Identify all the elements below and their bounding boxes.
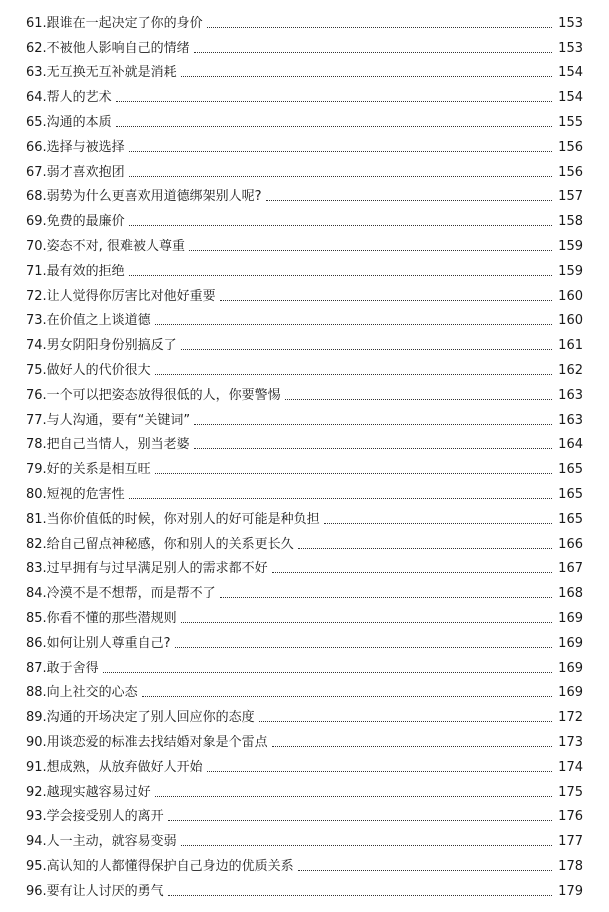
toc-entry[interactable] — [26, 304, 583, 329]
toc-entry[interactable] — [26, 204, 583, 229]
toc-entry[interactable] — [26, 80, 583, 105]
toc-entry-page-number: 166 — [558, 536, 583, 552]
toc-entry-page-number: 174 — [558, 759, 583, 775]
toc-entry-page-number: 164 — [558, 437, 583, 453]
toc-entry[interactable] — [26, 180, 583, 205]
toc-entry-title: 69.免费的最廉价 — [26, 214, 125, 230]
toc-entry[interactable] — [26, 378, 583, 403]
dot-leader — [181, 845, 552, 846]
dot-leader — [189, 250, 552, 251]
toc-entry-page-number: 153 — [558, 15, 583, 31]
toc-entry[interactable] — [26, 849, 583, 874]
dot-leader — [181, 76, 552, 77]
toc-entry[interactable] — [26, 31, 583, 56]
toc-entry-page-number: 179 — [558, 883, 583, 899]
toc-entry[interactable] — [26, 56, 583, 81]
toc-entry-title: 88.向上社交的心态 — [26, 685, 138, 701]
toc-entry-title: 74.男女阴阳身份别搞反了 — [26, 338, 177, 354]
toc-entry-page-number: 161 — [558, 338, 583, 354]
toc-entry-page-number: 156 — [558, 139, 583, 155]
toc-entry-title: 79.好的关系是相互旺 — [26, 462, 151, 478]
dot-leader — [181, 349, 552, 350]
toc-entry-page-number: 173 — [558, 734, 583, 750]
toc-entry[interactable] — [26, 800, 583, 825]
dot-leader — [266, 200, 553, 201]
toc-entry[interactable] — [26, 6, 583, 31]
dot-leader — [272, 746, 552, 747]
toc-entry-title: 63.无互换无互补就是消耗 — [26, 65, 177, 81]
toc-entry-page-number: 169 — [558, 685, 583, 701]
toc-entry[interactable] — [26, 130, 583, 155]
toc-entry[interactable] — [26, 353, 583, 378]
toc-entry-page-number: 176 — [558, 809, 583, 825]
toc-entry-page-number: 177 — [558, 834, 583, 850]
toc-entry[interactable] — [26, 725, 583, 750]
dot-leader — [207, 771, 552, 772]
toc-entry[interactable] — [26, 229, 583, 254]
toc-entry[interactable] — [26, 254, 583, 279]
toc-entry-title: 64.帮人的艺术 — [26, 90, 112, 106]
toc-entry-title: 87.敢于舍得 — [26, 660, 99, 676]
dot-leader — [175, 647, 553, 648]
dot-leader — [103, 672, 552, 673]
toc-entry[interactable] — [26, 775, 583, 800]
dot-leader — [116, 101, 552, 102]
dot-leader — [220, 597, 552, 598]
toc-entry[interactable] — [26, 874, 583, 899]
toc-entry[interactable] — [26, 676, 583, 701]
toc-entry[interactable] — [26, 403, 583, 428]
toc-entry[interactable] — [26, 527, 583, 552]
toc-entry[interactable] — [26, 428, 583, 453]
toc-entry-page-number: 165 — [558, 462, 583, 478]
toc-entry[interactable] — [26, 552, 583, 577]
toc-entry[interactable] — [26, 452, 583, 477]
toc-entry-page-number: 163 — [558, 387, 583, 403]
toc-entry-title: 92.越现实越容易过好 — [26, 784, 151, 800]
dot-leader — [129, 151, 552, 152]
toc-entry-title: 84.冷漠不是不想帮，而是帮不了 — [26, 586, 216, 602]
toc-entry-title: 80.短视的危害性 — [26, 486, 125, 502]
toc-entry-page-number: 153 — [558, 40, 583, 56]
toc-entry-title: 75.做好人的代价很大 — [26, 362, 151, 378]
toc-entry-title: 90.用谈恋爱的标准去找结婚对象是个雷点 — [26, 734, 268, 750]
toc-entry-page-number: 158 — [558, 214, 583, 230]
toc-entry-title: 82.给自己留点神秘感，你和别人的关系更长久 — [26, 536, 294, 552]
toc-entry-title: 85.你看不懂的那些潜规则 — [26, 610, 177, 626]
toc-entry-title: 65.沟通的本质 — [26, 114, 112, 130]
dot-leader — [155, 473, 552, 474]
toc-entry-title: 61.跟谁在一起决定了你的身价 — [26, 15, 203, 31]
toc-entry-title: 71.最有效的拒绝 — [26, 263, 125, 279]
toc-entry-page-number: 160 — [558, 288, 583, 304]
toc-entry[interactable] — [26, 651, 583, 676]
dot-leader — [168, 820, 552, 821]
toc-entry-page-number: 165 — [558, 486, 583, 502]
toc-entry-title: 94.人一主动，就容易变弱 — [26, 834, 177, 850]
toc-entry-title: 95.高认知的人都懂得保护自己身边的优质关系 — [26, 858, 294, 874]
toc-entry[interactable] — [26, 750, 583, 775]
toc-entry-title: 96.要有让人讨厌的勇气 — [26, 883, 164, 899]
toc-entry-page-number: 162 — [558, 362, 583, 378]
toc-entry-title: 86.如何让别人尊重自己? — [26, 635, 171, 651]
toc-entry-title: 66.选择与被选择 — [26, 139, 125, 155]
toc-entry[interactable] — [26, 279, 583, 304]
toc-entry[interactable] — [26, 824, 583, 849]
dot-leader — [168, 895, 552, 896]
toc-entry-page-number: 169 — [558, 635, 583, 651]
dot-leader — [142, 696, 552, 697]
toc-entry-title: 93.学会接受别人的离开 — [26, 809, 164, 825]
toc-entry-page-number: 175 — [558, 784, 583, 800]
toc-entry-title: 70.姿态不对, 很难被人尊重 — [26, 238, 185, 254]
dot-leader — [129, 225, 552, 226]
dot-leader — [129, 498, 552, 499]
dot-leader — [298, 548, 552, 549]
toc-entry-page-number: 168 — [558, 586, 583, 602]
toc-entry-title: 67.弱才喜欢抱团 — [26, 164, 125, 180]
toc-entry-page-number: 169 — [558, 660, 583, 676]
dot-leader — [220, 300, 552, 301]
toc-entry-title: 76.一个可以把姿态放得很低的人，你要警惕 — [26, 387, 281, 403]
toc-entry-page-number: 155 — [558, 114, 583, 130]
toc-entry-page-number: 163 — [558, 412, 583, 428]
toc-entry-title: 77.与人沟通，要有“关键词” — [26, 412, 191, 428]
toc-entry-page-number: 167 — [558, 561, 583, 577]
toc-entry-title: 68.弱势为什么更喜欢用道德绑架别人呢? — [26, 189, 262, 205]
dot-leader — [324, 523, 552, 524]
toc-entry-page-number: 160 — [558, 313, 583, 329]
dot-leader — [298, 870, 552, 871]
toc-entry-title: 72.让人觉得你厉害比对他好重要 — [26, 288, 216, 304]
dot-leader — [207, 27, 552, 28]
toc-entry-page-number: 154 — [558, 65, 583, 81]
toc-entry-page-number: 154 — [558, 90, 583, 106]
toc-entry-page-number: 165 — [558, 511, 583, 527]
toc-entry[interactable] — [26, 700, 583, 725]
dot-leader — [129, 176, 552, 177]
dot-leader — [259, 721, 552, 722]
dot-leader — [272, 572, 552, 573]
toc-entry-page-number: 157 — [558, 189, 583, 205]
toc-entry[interactable] — [26, 477, 583, 502]
toc-entry-page-number: 178 — [558, 858, 583, 874]
toc-entry-page-number: 156 — [558, 164, 583, 180]
toc-entry[interactable] — [26, 626, 583, 651]
toc-entry-page-number: 159 — [558, 263, 583, 279]
toc-entry-title: 89.沟通的开场决定了别人回应你的态度 — [26, 710, 255, 726]
dot-leader — [194, 448, 552, 449]
toc-entry-title: 83.过早拥有与过早满足别人的需求都不好 — [26, 561, 268, 577]
dot-leader — [116, 126, 552, 127]
toc-entry[interactable] — [26, 155, 583, 180]
toc-entry[interactable] — [26, 328, 583, 353]
toc-entry[interactable] — [26, 105, 583, 130]
toc-entry-page-number: 169 — [558, 610, 583, 626]
toc-entry-title: 78.把自己当情人，别当老婆 — [26, 437, 190, 453]
toc-entry-title: 91.想成熟，从放弃做好人开始 — [26, 759, 203, 775]
toc-entry[interactable] — [26, 576, 583, 601]
dot-leader — [155, 796, 552, 797]
dot-leader — [194, 424, 552, 425]
dot-leader — [181, 622, 552, 623]
toc-entry[interactable] — [26, 601, 583, 626]
toc-entry[interactable] — [26, 502, 583, 527]
toc-entry-page-number: 172 — [558, 710, 583, 726]
toc-entry-title: 62.不被他人影响自己的情绪 — [26, 40, 190, 56]
toc-entry-title: 81.当你价值低的时候，你对别人的好可能是种负担 — [26, 511, 320, 527]
toc-entry-title: 73.在价值之上谈道德 — [26, 313, 151, 329]
toc-entry-page-number: 159 — [558, 238, 583, 254]
dot-leader — [194, 52, 552, 53]
dot-leader — [155, 324, 552, 325]
dot-leader — [285, 399, 552, 400]
dot-leader — [129, 275, 552, 276]
dot-leader — [155, 374, 552, 375]
